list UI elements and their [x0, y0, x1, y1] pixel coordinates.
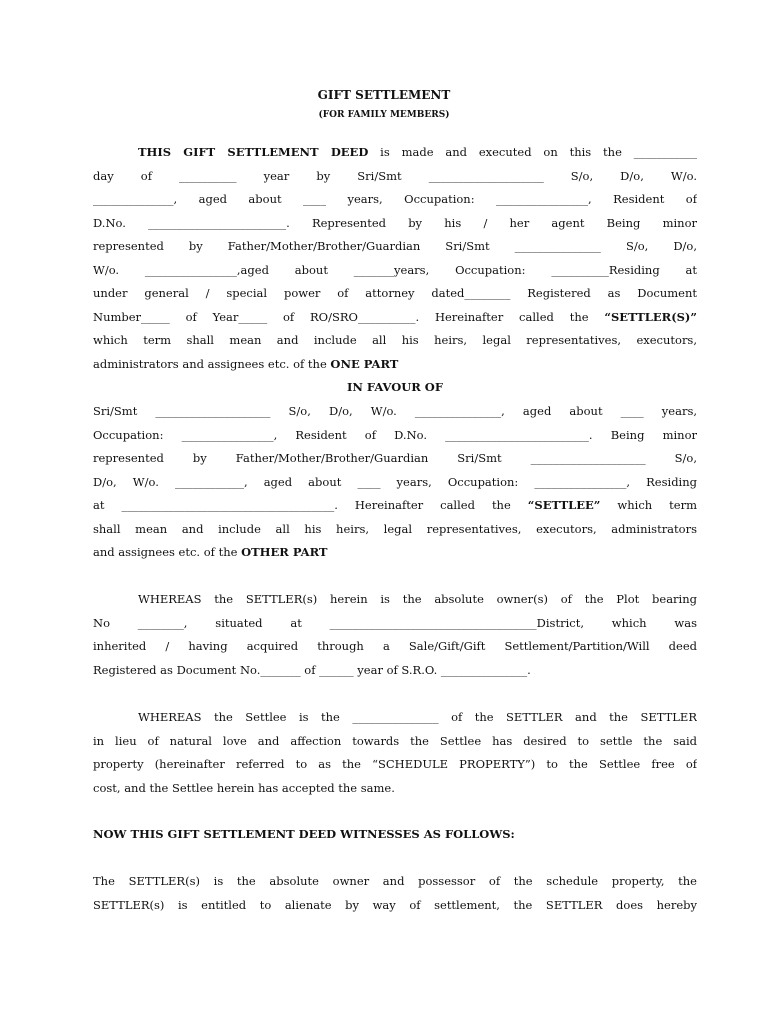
- text-line: represented by Father/Mother/Brother/Guardian Sri/Smt _______________ S/o, D/o,: [93, 239, 697, 253]
- text-line: inherited / having acquired through a Sale/Gift/Gift Settlement/Partition/Will deed: [93, 639, 697, 653]
- text-line: shall mean and include all his heirs, legal representatives, executors, administrators: [93, 521, 697, 536]
- text-line: W/o. ________________,aged about _______years, Occupation: __________Residing at: [93, 262, 697, 277]
- in-favour-heading: IN FAVOUR OF: [347, 380, 443, 394]
- text-line: THIS GIFT SETTLEMENT DEED is made and executed on this the ___________: [138, 145, 697, 159]
- text-line: WHEREAS the Settlee is the _______________ of the SETTLER and the SETTLER: [138, 710, 697, 724]
- text-line: property (hereinafter referred to as the “SCHEDULE PROPERTY”) to the Settlee free of: [93, 757, 697, 771]
- text-line: Registered as Document No._______ of ______ year of S.R.O. _______________.: [93, 662, 531, 677]
- property-ownership-paragraph: [93, 588, 697, 682]
- text-line: Number_____ of Year_____ of RO/SRO__________. Hereinafter called the “SETTLER(S)”: [93, 309, 697, 324]
- text-line: cost, and the Settlee herein has accepted the same.: [93, 780, 395, 795]
- text-line: day of __________ year by Sri/Smt ____________________ S/o, D/o, W/o.: [93, 168, 697, 183]
- text-line: The SETTLER(s) is the absolute owner and possessor of the schedule property, the: [93, 874, 697, 888]
- text-line: Sri/Smt ____________________ S/o, D/o, W/o. _______________, aged about ____ years,: [93, 404, 697, 418]
- text-line: D.No. ________________________. Represented by his / her agent Being minor: [93, 215, 697, 230]
- text-line: in lieu of natural love and affection towards the Settlee has desired to settle the said: [93, 733, 697, 748]
- text-line: ______________, aged about ____ years, Occupation: ________________, Resident of: [93, 192, 697, 206]
- text-line: under general / special power of attorney dated________ Registered as Document: [93, 286, 697, 300]
- text-line: represented by Father/Mother/Brother/Guardian Sri/Smt ____________________ S/o,: [93, 451, 697, 465]
- love-affection-paragraph: [93, 706, 697, 800]
- settlement-clause-paragraph: [93, 870, 697, 917]
- text-line: WHEREAS the SETTLER(s) herein is the absolute owner(s) of the Plot bearing: [138, 592, 697, 606]
- text-line: D/o, W/o. ____________, aged about ____ years, Occupation: ________________, Residing: [93, 474, 697, 489]
- document-subtitle: (FOR FAMILY MEMBERS): [318, 110, 450, 120]
- text-line: at _____________________________________. Hereinafter called the “SETTLEE” which term: [93, 498, 697, 512]
- text-line: which term shall mean and include all his heirs, legal representatives, executors,: [93, 333, 697, 347]
- text-line: Occupation: ________________, Resident of D.No. _________________________. Being minor: [93, 427, 697, 442]
- text-line: and assignees etc. of the OTHER PART: [93, 545, 328, 559]
- text-line: administrators and assignees etc. of the ONE PART: [93, 356, 399, 371]
- witness-heading: NOW THIS GIFT SETTLEMENT DEED WITNESSES AS FOLLOWS:: [93, 827, 515, 841]
- text-line: SETTLER(s) is entitled to alienate by way of settlement, the SETTLER does hereby: [93, 897, 697, 912]
- document-title: GIFT SETTLEMENT: [317, 88, 451, 102]
- settler-paragraph: [93, 141, 697, 376]
- settlee-paragraph: [93, 400, 697, 565]
- text-line: No ________, situated at ____________________________________District, which was: [93, 615, 697, 630]
